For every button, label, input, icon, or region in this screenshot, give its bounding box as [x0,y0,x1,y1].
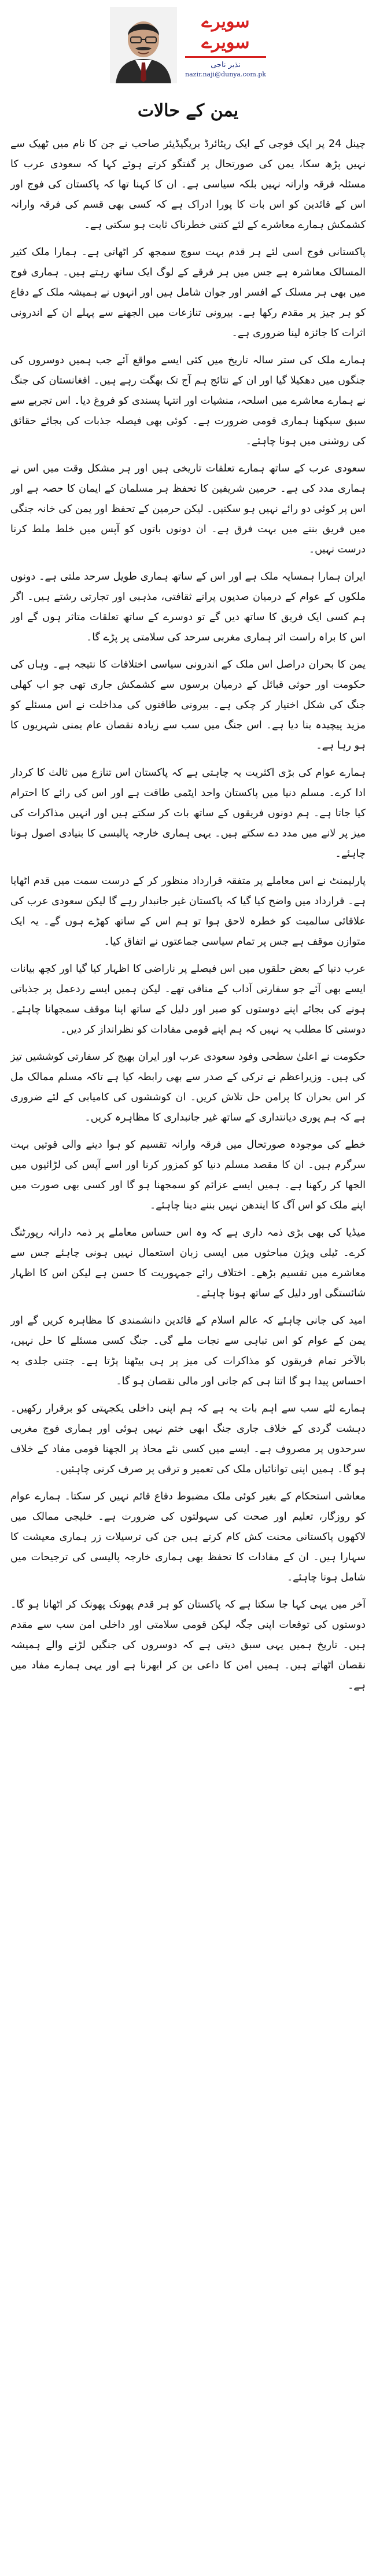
article-title: یمن کے حالات [137,101,239,121]
article-paragraph: خطے کی موجودہ صورتحال میں فرقہ وارانہ تقسیم کو ہوا دینے والی قوتیں بہت سرگرم ہیں۔ ان کا مقصد مسلم دنیا کو کمزور کرنا اور اسے آپس کی لڑائیوں میں الجھا کر رکھنا ہے۔ ہمیں ایسے عزائم کو سمجھنا ہو گا اور کسی بھی صورت میں اپنے ملک کو اس آگ کا ایندھن نہیں بننے دینا چاہئے۔ [10,1139,366,1211]
article-paragraph: آخر میں یہی کہا جا سکتا ہے کہ پاکستان کو ہر قدم پھونک پھونک کر اٹھانا ہو گا۔ دوستوں کی توقعات اپنی جگہ لیکن قومی سلامتی اور داخلی امن سب سے مقدم ہیں۔ تاریخ ہمیں یہی سبق دیتی ہے کہ دوسروں کی جنگیں لڑنے والے ہمیشہ نقصان اٹھاتے ہیں۔ ہمیں امن کا داعی بن کر ابھرنا ہے اور یہی ہمارے مفاد میں ہے۔ [10,1599,366,1691]
author-email: nazir.naji@dunya.com.pk [185,70,266,78]
article-paragraph: میڈیا کی بھی بڑی ذمہ داری ہے کہ وہ اس حساس معاملے پر ذمہ دارانہ رپورٹنگ کرے۔ ٹیلی ویژن مباحثوں میں ایسی زبان استعمال نہیں ہونی چاہئے جس سے معاشرے میں تقسیم بڑھے۔ اختلاف رائے جمہوریت کا حسن ہے لیکن اس کا اظہار شائستگی اور دلیل کے ساتھ ہونا چاہئے۔ [10,1227,366,1299]
article-paragraph: چینل 24 پر ایک فوجی کے ایک ریٹائرڈ بریگیڈیئر صاحب نے جن کا نام میں ٹھیک سے نہیں پڑھ سکا، یمن کی صورتحال پر گفتگو کرتے ہوئے کہا کہ سعودی عرب کا مسئلہ فرقہ وارانہ نہیں بلکہ سیاسی ہے۔ ان کا کہنا تھا کہ پاکستان کی فوج اور اس کے قائدین کو اس بات کا پورا ادراک ہے کہ کسی بھی قسم کی فرقہ وارانہ کشمکش ہمارے معاشرے کے لئے کتنی خطرناک ثابت ہو سکتی ہے۔ [10,138,366,231]
article-paragraph: ہمارے ملک کی ستر سالہ تاریخ میں کئی ایسے مواقع آئے جب ہمیں دوسروں کی جنگوں میں دھکیلا گیا اور ان کے نتائج ہم آج تک بھگت رہے ہیں۔ افغانستان کی جنگ نے ہمارے معاشرے میں اسلحہ، منشیات اور انتہا پسندی کو فروغ دیا۔ اس تجربے سے سبق سیکھنا ہماری قومی ضرورت ہے۔ کوئی بھی فیصلہ جذبات کی بجائے حقائق کی روشنی میں ہونا چاہئے۔ [10,355,366,447]
article-body [10,134,366,2567]
column-logo [101,0,275,89]
article-paragraph: ہمارے لئے سب سے اہم بات یہ ہے کہ ہم اپنی داخلی یکجہتی کو برقرار رکھیں۔ دہشت گردی کے خلاف جاری جنگ ابھی ختم نہیں ہوئی اور ہماری فوج مغربی سرحدوں پر مصروف ہے۔ ایسے میں کسی نئے محاذ پر الجھنا قومی مفاد کے خلاف ہو گا۔ ہمیں اپنی توانائیاں ملک کی تعمیر و ترقی پر صرف کرنی چاہئیں۔ [10,1403,366,1475]
article-paragraph: ہمارے عوام کی بڑی اکثریت یہ چاہتی ہے کہ پاکستان اس تنازع میں ثالث کا کردار ادا کرے۔ مسلم دنیا میں پاکستان واحد ایٹمی طاقت ہے اور اس کی رائے کا احترام کیا جاتا ہے۔ ہم دونوں فریقوں کے ساتھ بات کر سکتے ہیں اور انہیں مذاکرات کی میز پر لانے میں مدد دے سکتے ہیں۔ یہی ہماری خارجہ پالیسی کا بنیادی اصول ہونا چاہئے۔ [10,767,366,860]
article-paragraph: پارلیمنٹ نے اس معاملے پر متفقہ قرارداد منظور کر کے درست سمت میں قدم اٹھایا ہے۔ قرارداد میں واضح کیا گیا کہ پاکستان غیر جانبدار رہے گا لیکن سعودی عرب کی علاقائی سالمیت کو خطرہ لاحق ہوا تو ہم اس کے ساتھ کھڑے ہوں گے۔ یہ ایک متوازن موقف ہے جس پر تمام سیاسی جماعتوں نے اتفاق کیا۔ [10,875,366,948]
article-paragraph: پاکستانی فوج اسی لئے ہر قدم بہت سوچ سمجھ کر اٹھاتی ہے۔ ہمارا ملک کثیر المسالک معاشرہ ہے جس میں ہر فرقے کے لوگ ایک ساتھ رہتے ہیں۔ ہماری فوج میں بھی ہر مسلک کے افسر اور جوان شامل ہیں اور انہوں نے ہمیشہ ملک کے دفاع کو ہر چیز پر مقدم رکھا ہے۔ بیرونی تنازعات میں الجھنے سے پہلے ان کے اندرونی اثرات کا جائزہ لینا ضروری ہے۔ [10,246,366,339]
logo-rule [185,56,266,58]
article-paragraph: سعودی عرب کے ساتھ ہمارے تعلقات تاریخی ہیں اور ہر مشکل وقت میں اس نے ہماری مدد کی ہے۔ حرمین شریفین کا تحفظ ہر مسلمان کے ایمان کا حصہ ہے اور اس پر کوئی دو رائے نہیں ہو سکتیں۔ لیکن حرمین کے تحفظ اور یمن کی خانہ جنگی میں فریق بننے میں بہت فرق ہے۔ ان دونوں باتوں کو آپس میں خلط ملط کرنا درست نہیں۔ [10,463,366,555]
masthead [10,0,366,89]
author-portrait [110,7,177,83]
article-paragraph: حکومت نے اعلیٰ سطحی وفود سعودی عرب اور ایران بھیج کر سفارتی کوششیں تیز کی ہیں۔ وزیراعظم نے ترکی کے صدر سے بھی رابطہ کیا ہے تاکہ مسلم ممالک مل کر اس بحران کا پرامن حل تلاش کریں۔ ان کوششوں کی کامیابی کے لئے ضروری ہے کہ ہم پوری دیانتداری کے ساتھ غیر جانبداری کا مظاہرہ کریں۔ [10,1051,366,1123]
logo-line-1: سویرے [201,11,250,32]
article-paragraph: معاشی استحکام کے بغیر کوئی ملک مضبوط دفاع قائم نہیں کر سکتا۔ ہمارے عوام کو روزگار، تعلیم اور صحت کی سہولتوں کی ضرورت ہے۔ خلیجی ممالک میں لاکھوں پاکستانی محنت کش کام کرتے ہیں جن کی ترسیلات زر ہماری معیشت کا سہارا ہیں۔ ان کے مفادات کا تحفظ بھی ہماری خارجہ پالیسی کی ترجیحات میں شامل ہونا چاہئے۔ [10,1491,366,1583]
column-header [0,0,376,132]
logo-text [185,13,266,78]
article-paragraph: امید کی جانی چاہئے کہ عالم اسلام کے قائدین دانشمندی کا مظاہرہ کریں گے اور یمن کے عوام کو اس تباہی سے نجات ملے گی۔ جنگ کسی مسئلے کا حل نہیں، بالآخر تمام فریقوں کو مذاکرات کی میز پر ہی بیٹھنا پڑتا ہے۔ جتنی جلدی یہ احساس پیدا ہو گا اتنا ہی کم جانی اور مالی نقصان ہو گا۔ [10,1315,366,1387]
article-paragraph: یمن کا بحران دراصل اس ملک کے اندرونی سیاسی اختلافات کا نتیجہ ہے۔ وہاں کی حکومت اور حوثی قبائل کے درمیان برسوں سے کشمکش جاری تھی جو اب کھلی جنگ کی شکل اختیار کر چکی ہے۔ بیرونی طاقتوں کی مداخلت نے اس مسئلے کو مزید پیچیدہ بنا دیا ہے۔ اس جنگ میں سب سے زیادہ نقصان عام یمنی شہریوں کا ہو رہا ہے۔ [10,659,366,751]
article-paragraph: ایران ہمارا ہمسایہ ملک ہے اور اس کے ساتھ ہماری طویل سرحد ملتی ہے۔ دونوں ملکوں کے عوام کے درمیان صدیوں پرانے ثقافتی، مذہبی اور تجارتی رشتے ہیں۔ اگر ہم کسی ایک فریق کا ساتھ دیں گے تو دوسرے کے ساتھ تعلقات متاثر ہوں گے اور اس کا براہ راست اثر ہماری مغربی سرحد کی سلامتی پر پڑے گا۔ [10,571,366,643]
author-name: نذیر ناجی [211,60,241,69]
article-paragraph: عرب دنیا کے بعض حلقوں میں اس فیصلے پر ناراضی کا اظہار کیا گیا اور کچھ بیانات ایسے بھی آئے جو سفارتی آداب کے منافی تھے۔ لیکن ہمیں ایسے ردعمل پر جذباتی ہونے کی بجائے اپنے دوستوں کو صبر اور دلیل کے ساتھ اپنا موقف سمجھانا چاہئے۔ دوستی کا مطلب یہ نہیں کہ ہم اپنے قومی مفادات کو نظرانداز کر دیں۔ [10,963,366,1035]
logo-line-2: سویرے [201,32,250,53]
